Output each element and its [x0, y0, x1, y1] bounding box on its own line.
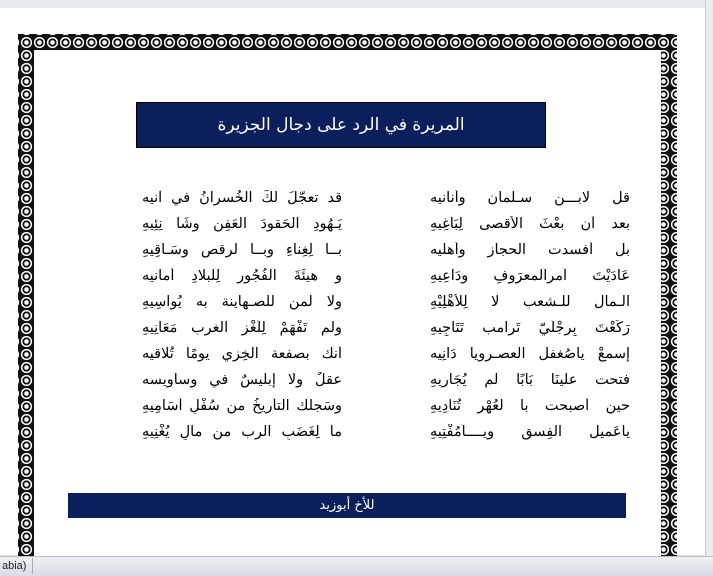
verse-row: [130, 341, 630, 367]
poem-title: المريرة في الرد على دجال الجزيرة: [217, 115, 465, 135]
verse-first-half: بل أفسدت الحجاز وأهليه: [430, 242, 630, 258]
poem-title-banner: [136, 102, 546, 148]
author-banner: [68, 493, 626, 518]
verse-second-half: أنك بصفعة الخِزي يومًا تُلاقيه: [142, 346, 342, 362]
verse-second-half: بــا لِغِناءِ وبــا لرقص وسَـاقِيهِ: [142, 242, 342, 258]
verse-row: [130, 211, 630, 237]
verse-second-half: ولا لمن للصـهاينة به يُواسِيهِ: [142, 294, 342, 310]
vertical-scrollbar[interactable]: [705, 0, 713, 560]
verse-row: [130, 289, 630, 315]
verse-first-half: قل لابـــن سـلمان وأنانيه: [430, 190, 630, 206]
verse-first-half: فتحت علينَا بَابًا لم يُجَارِيهِ: [430, 372, 630, 388]
verse-second-half: و هيئَةَ الْفُجُورِ لِلبلادِ أمانيه: [142, 268, 342, 284]
verse-second-half: ما لِغَضَبِ الرب من مالٍ يُغْنِيهِ: [142, 424, 342, 440]
verse-first-half: بعد أن بعْثَ الأقصى لِبَاغِيهِ: [430, 216, 630, 232]
verse-first-half: رَكَعْتَ بِرِجْلَيّ تَرامب تَتَاجِيهِ: [430, 320, 630, 336]
verse-first-half: إِسمعْ ياصُغفل العصـرويا دَانِيه: [430, 346, 630, 362]
language-indicator[interactable]: abia): [0, 558, 33, 574]
verse-first-half: الـمال للـشعب لا لِلأهْلِيْهِ: [430, 294, 630, 310]
poem-body: [130, 185, 630, 445]
verse-second-half: وسَجلك التأريخُ من سُفْلِ أسَامِيهِ: [142, 398, 342, 414]
verse-row: [130, 367, 630, 393]
verse-second-half: قد تعجّلَ لكَ الخُسرانُ في آنيه: [142, 190, 342, 206]
verse-row: [130, 185, 630, 211]
verse-second-half: ولم تَفْهَمْ لِلُغْزِ الغرب مَعَانِيهِ: [142, 320, 342, 336]
verse-first-half: ياعَميل الفِسقِ ويــــاَمُفْتِيهِ: [430, 424, 630, 440]
verse-row: [130, 315, 630, 341]
verse-second-half: يَـهُودِ الحَقودَ الْعَفِنِ وشَا نِئِيهِ: [142, 216, 342, 232]
verse-row: [130, 419, 630, 445]
verse-row: [130, 237, 630, 263]
verse-first-half: حين أصبحت با لعُهْرِ تُنَادِيهِ: [430, 398, 630, 414]
verse-second-half: عقلٌ ولا إبليسٌ في وساويسه: [142, 372, 342, 388]
verse-row: [130, 393, 630, 419]
verse-first-half: عَادَيْتَ آمرالمعرَوفِ ودَاعِيهِ: [430, 268, 630, 284]
verse-row: [130, 263, 630, 289]
author-name: للأخ أبوزيد: [319, 498, 375, 513]
status-bar: [0, 556, 713, 576]
